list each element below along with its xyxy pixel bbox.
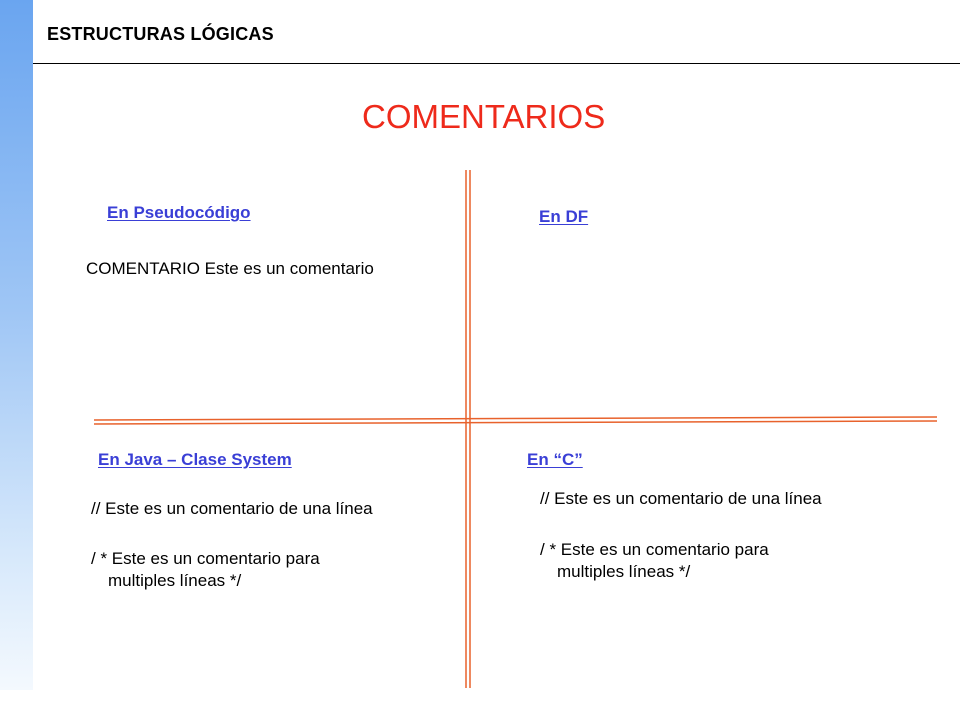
heading-pseudocode[interactable]: En Pseudocódigo bbox=[107, 203, 251, 222]
pseudocode-example: COMENTARIO Este es un comentario bbox=[86, 259, 374, 278]
java-single-line-comment: // Este es un comentario de una línea bbox=[91, 499, 373, 518]
vertical-divider bbox=[466, 170, 470, 688]
java-multi-line-1: / * Este es un comentario para bbox=[91, 549, 320, 568]
c-single-line-comment: // Este es un comentario de una línea bbox=[540, 489, 822, 508]
java-multi-line-comment bbox=[91, 548, 320, 592]
heading-df[interactable]: En DF bbox=[539, 207, 589, 226]
c-multi-line-1: / * Este es un comentario para bbox=[540, 540, 769, 559]
slide-title: COMENTARIOS bbox=[362, 98, 606, 135]
c-multi-line-comment bbox=[540, 539, 769, 583]
heading-java[interactable]: En Java – Clase System bbox=[98, 450, 292, 469]
horizontal-divider bbox=[94, 417, 937, 424]
java-multi-line-2: multiples líneas */ bbox=[108, 571, 242, 590]
section-header: ESTRUCTURAS LÓGICAS bbox=[47, 24, 274, 44]
heading-c[interactable]: En “C” bbox=[527, 450, 583, 469]
c-multi-line-2: multiples líneas */ bbox=[557, 562, 691, 581]
